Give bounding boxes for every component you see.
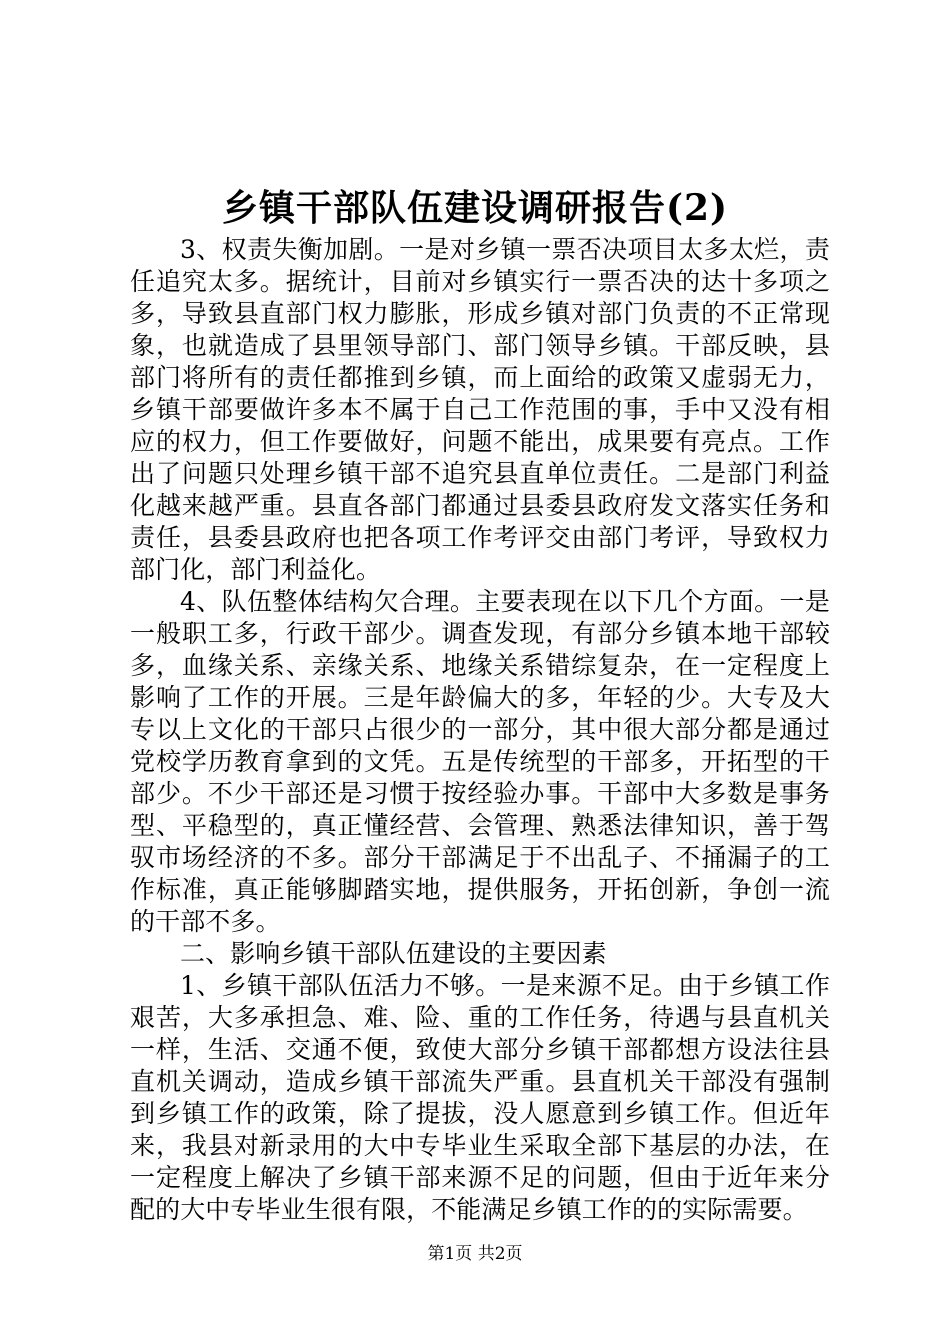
paragraph-team-structure: 4、队伍整体结构欠合理。主要表现在以下几个方面。一是一般职工多，行政干部少。调查发现，有部分乡镇本地干部较多，血缘关系、亲缘关系、地缘关系错综复杂，在一定程度上影响了工作的开展。三是年龄偏大的多，年轻的少。大专及大专以上文化的干部只占很少的一部分，其中很大部分都是通过党校学历教育拿到的文凭。五是传统型的干部多，开拓型的干部少。不少干部还是习惯于按经验办事。干部中大多数是事务型、平稳型的，真正懂经营、会管理、熟悉法律知识，善于驾驭市场经济的不多。部分干部满足于不出乱子、不捅漏子的工作标准，真正能够脚踏实地，提供服务，开拓创新，争创一流的干部不多。: [130, 587, 830, 936]
paragraph-team-vitality: 1、乡镇干部队伍活力不够。一是来源不足。由于乡镇工作艰苦，大多承担急、难、险、重的工作任务，待遇与县直机关一样，生活、交通不便，致使大部分乡镇干部都想方设法往县直机关调动，造成乡镇干部流失严重。县直机关干部没有强制到乡镇工作的政策，除了提拔，没人愿意到乡镇工作。但近年来，我县对新录用的大中专毕业生采取全部下基层的办法，在一定程度上解决了乡镇干部来源不足的问题，但由于近年来分配的大中专毕业生很有限，不能满足乡镇工作的的实际需要。: [130, 971, 830, 1224]
page-number-footer: 第1页 共2页: [427, 1244, 523, 1264]
document-title: 乡镇干部队伍建设调研报告(2): [221, 187, 729, 229]
document-body: [130, 234, 830, 1226]
section-heading-influencing-factors: 二、影响乡镇干部队伍建设的主要因素: [180, 939, 607, 968]
paragraph-power-imbalance: 3、权责失衡加剧。一是对乡镇一票否决项目太多太烂，责任追究太多。据统计，目前对乡镇实行一票否决的达十多项之多，导致县直部门权力膨胀，形成乡镇对部门负责的不正常现象，也就造成了县里领导部门、部门领导乡镇。干部反映，县部门将所有的责任都推到乡镇，而上面给的政策又虚弱无力，乡镇干部要做许多本不属于自己工作范围的事，手中又没有相应的权力，但工作要做好，问题不能出，成果要有亮点。工作出了问题只处理乡镇干部不追究县直单位责任。二是部门利益化越来越严重。县直各部门都通过县委县政府发文落实任务和责任，县委县政府也把各项工作考评交由部门考评，导致权力部门化，部门利益化。: [130, 235, 830, 584]
